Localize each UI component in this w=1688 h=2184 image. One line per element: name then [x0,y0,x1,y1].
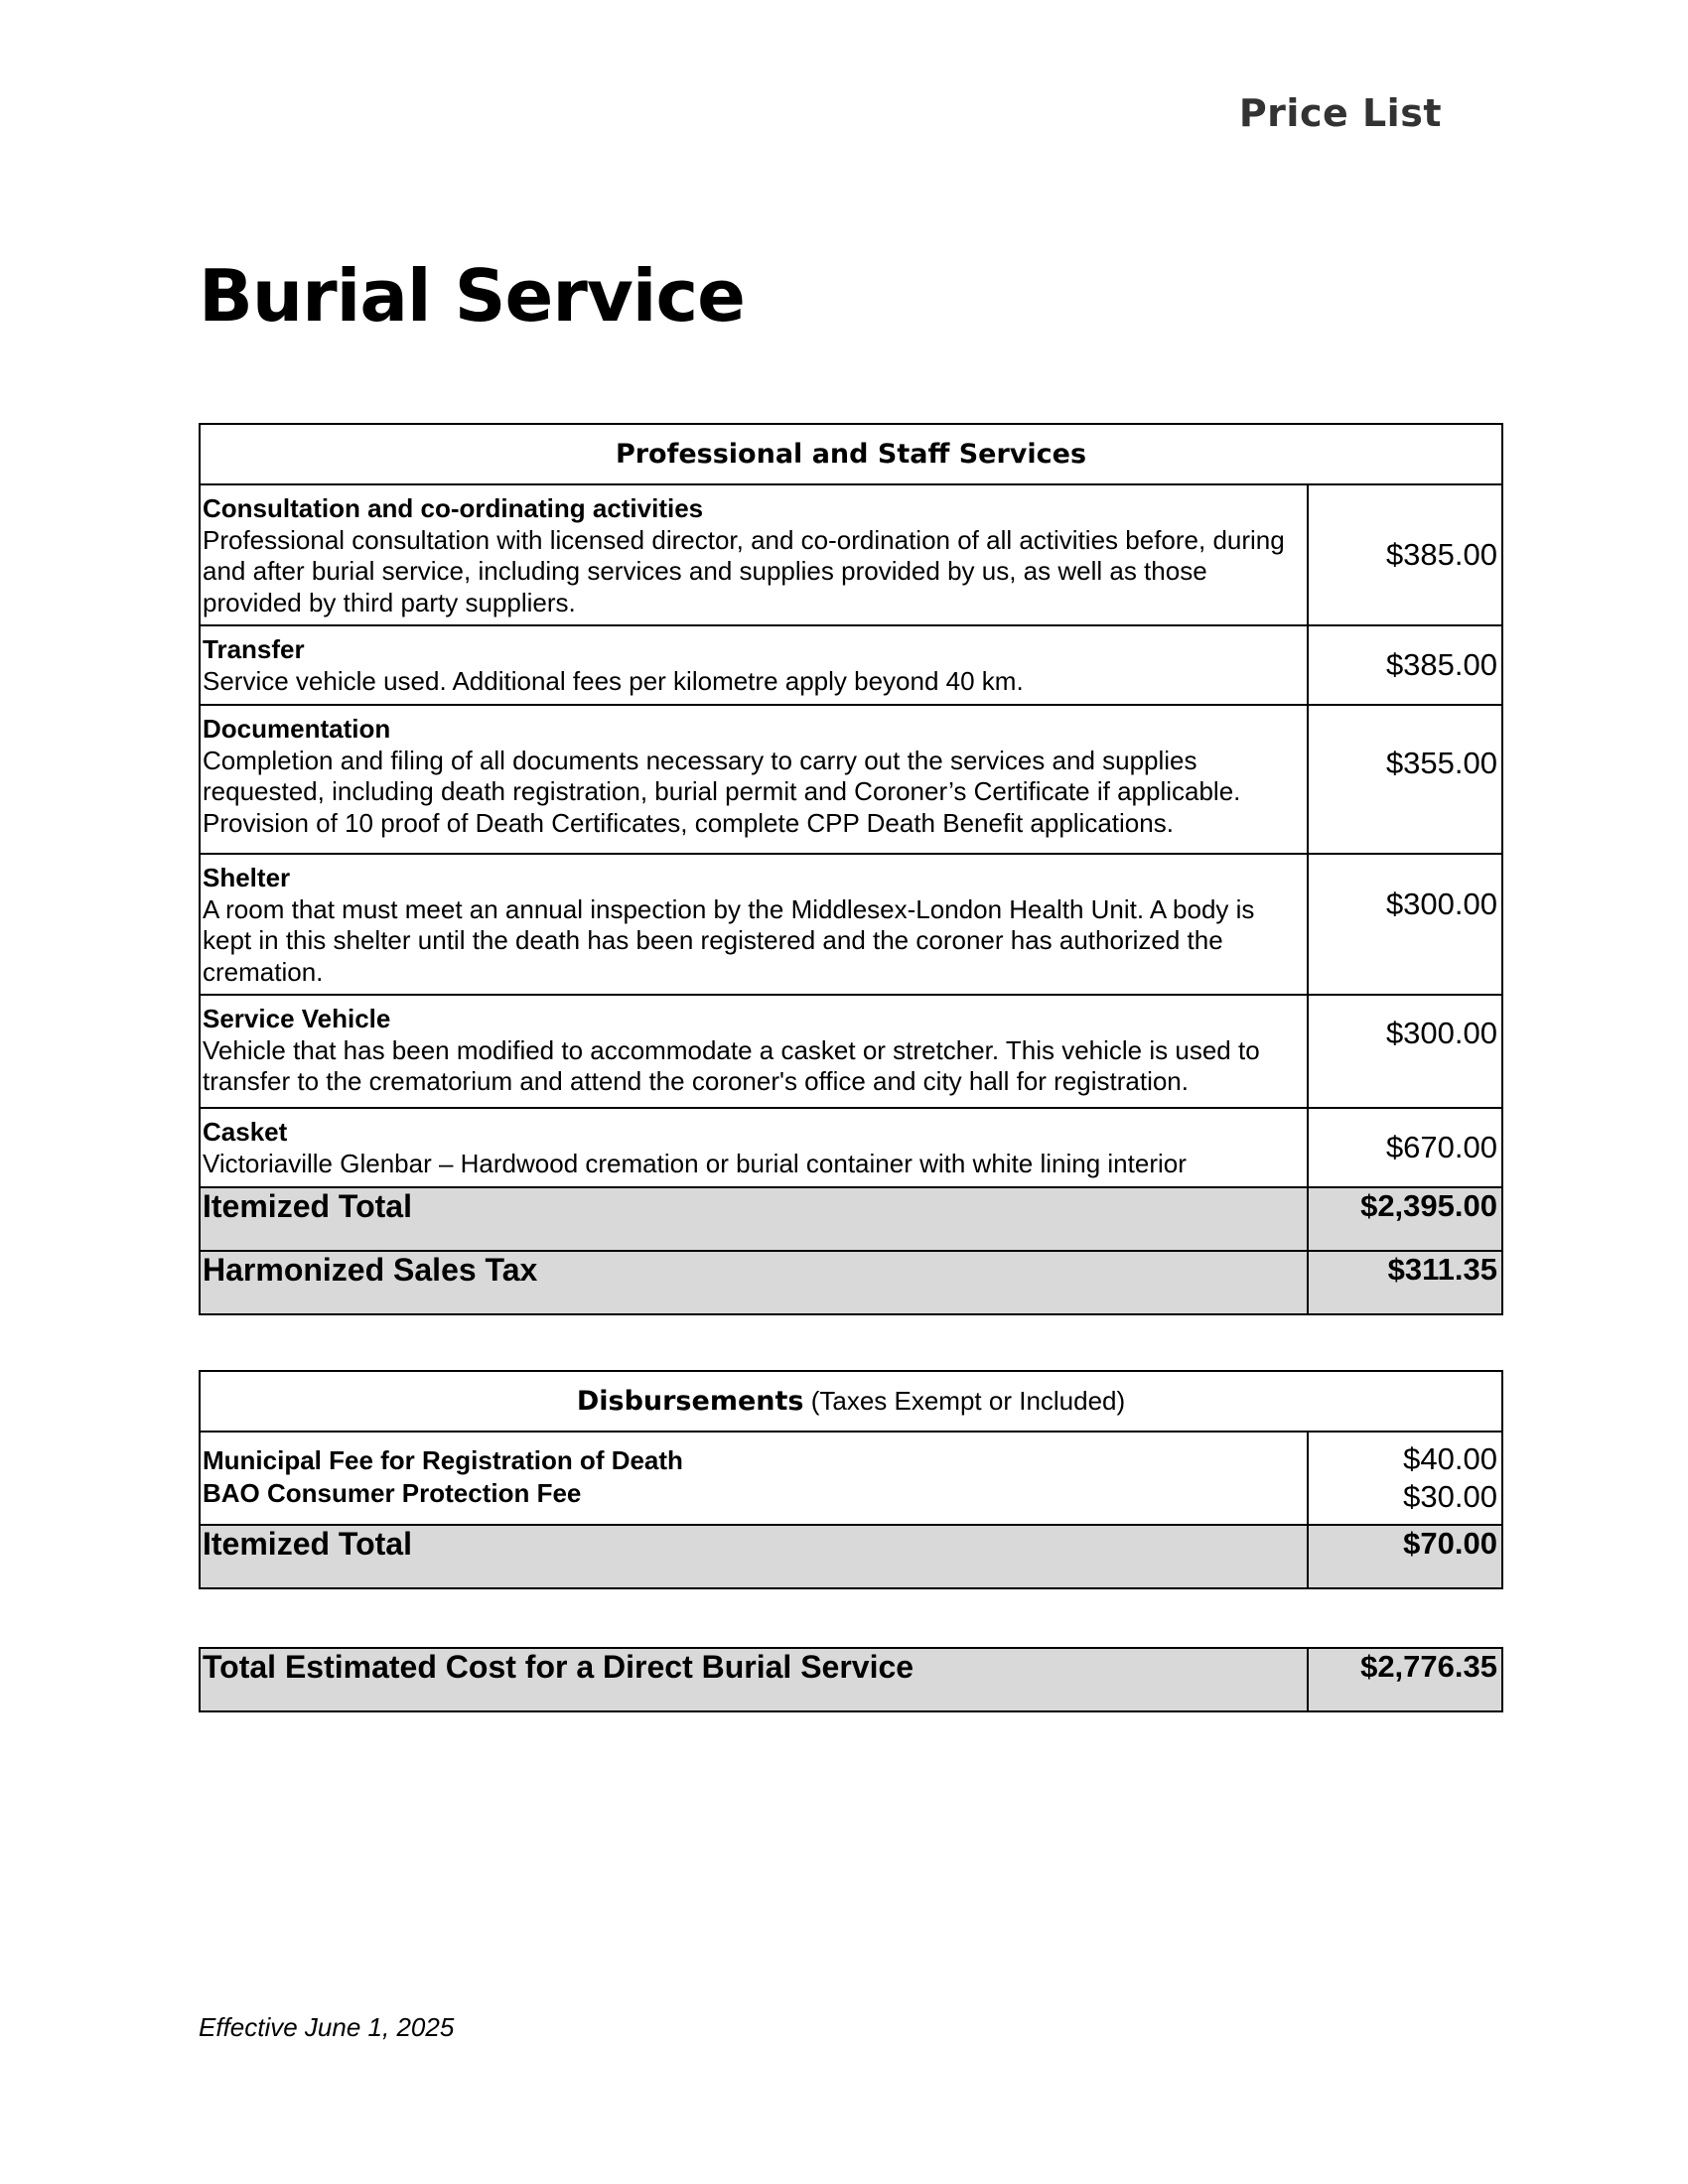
hst-row [200,1251,1502,1314]
service-description: Professional consultation with licensed director, and co-ordination of all activities before, during and after burial service, including services and supplies provided by us, as well as those provided by third party suppliers. [203,524,1285,617]
professional-heading-cell [200,424,1502,484]
service-title: Casket [203,1117,288,1147]
grand-total-row [200,1648,1502,1711]
service-description: Service vehicle used. Additional fees per kilometre apply beyond 40 km. [203,665,1024,696]
hst-value: $311.35 [1308,1251,1502,1314]
itemized-total-label: Itemized Total [200,1187,1308,1251]
service-title: Shelter [203,863,291,892]
price-list-label: Price List [1238,91,1442,135]
grand-total-table [199,1647,1503,1712]
effective-date: Effective June 1, 2025 [199,2012,455,2042]
disbursement-items-row [200,1432,1502,1525]
table-header-row [200,424,1502,484]
service-price: $670.00 [1308,1108,1502,1187]
service-item-cell [200,625,1308,705]
service-title: Service Vehicle [203,1004,391,1033]
disbursements-total-value: $70.00 [1308,1525,1502,1588]
service-price: $300.00 [1308,995,1502,1108]
service-row-consultation [200,484,1502,625]
disbursement-price: $30.00 [1403,1479,1497,1514]
service-item-cell [200,1108,1308,1187]
service-description: Victoriaville Glenbar – Hardwood cremation or burial container with white lining interior [203,1148,1187,1178]
service-title: Documentation [203,714,391,744]
table-header-row [200,1371,1502,1432]
page-title: Burial Service [199,254,745,338]
grand-total-label: Total Estimated Cost for a Direct Burial Service [200,1648,1308,1711]
service-title: Transfer [203,634,305,664]
service-row-casket [200,1108,1502,1187]
disbursement-label: BAO Consumer Protection Fee [203,1478,582,1508]
service-description: Completion and filing of all documents necessary to carry out the services and supplies requested, including death registration, burial permit and Coroner’s Certificate if applicable. Provision of 10 proof of Death Certificates, complete CPP Death Benefit applications. [203,745,1241,838]
disbursements-heading-cell [200,1371,1502,1432]
service-item-cell [200,854,1308,995]
disbursements-heading: Disbursements [576,1386,804,1417]
disbursements-heading-note: (Taxes Exempt or Included) [810,1386,1126,1416]
service-item-cell [200,995,1308,1108]
itemized-total-row [200,1187,1502,1251]
service-item-cell [200,484,1308,625]
disbursements-table [199,1370,1503,1589]
disbursement-prices-cell [1308,1432,1502,1525]
service-row-documentation [200,705,1502,854]
service-price: $355.00 [1308,705,1502,854]
disbursements-total-label: Itemized Total [200,1525,1308,1588]
professional-services-table [199,423,1503,1315]
disbursements-total-row [200,1525,1502,1588]
professional-heading: Professional and Staff Services [615,439,1087,470]
service-price: $385.00 [1308,625,1502,705]
disbursement-label: Municipal Fee for Registration of Death [203,1445,683,1475]
service-price: $385.00 [1308,484,1502,625]
service-price: $300.00 [1308,854,1502,995]
service-item-cell [200,705,1308,854]
service-title: Consultation and co-ordinating activities [203,493,704,523]
service-row-shelter [200,854,1502,995]
service-description: A room that must meet an annual inspection by the Middlesex-London Health Unit. A body is kept in this shelter until the death has been registered and the coroner has authorized the cremation. [203,893,1255,987]
disbursement-price: $40.00 [1403,1441,1497,1476]
disbursement-labels-cell [200,1432,1308,1525]
service-row-transfer [200,625,1502,705]
grand-total-value: $2,776.35 [1308,1648,1502,1711]
service-description: Vehicle that has been modified to accommodate a casket or stretcher. This vehicle is used to transfer to the crematorium and attend the coroner's office and city hall for registration. [203,1034,1260,1096]
hst-label: Harmonized Sales Tax [200,1251,1308,1314]
service-row-service-vehicle [200,995,1502,1108]
itemized-total-value: $2,395.00 [1308,1187,1502,1251]
